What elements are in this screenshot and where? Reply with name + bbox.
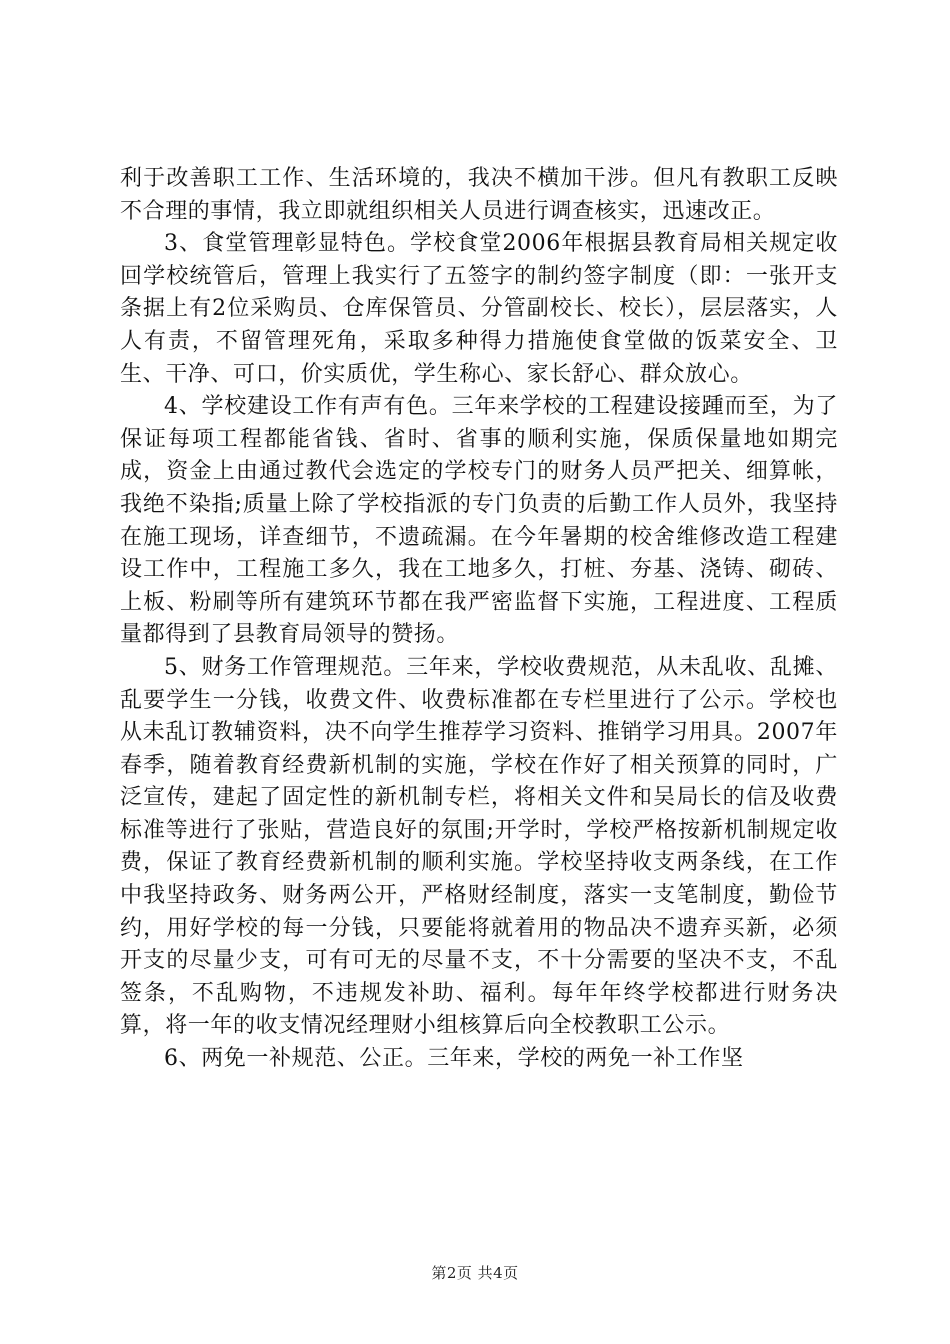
document-body	[120, 163, 838, 1076]
paragraph-canteen-management: 3、食堂管理彰显特色。学校食堂2006年根据县教育局相关规定收回学校统管后，管理上我实行了五签字的制约签字制度（即：一张开支条据上有2位采购员、仓库保管员、分管副校长、校长），层层落实，人人有责，不留管理死角，采取多种得力措施使食堂做的饭菜安全、卫生、干净、可口，价实质优，学生称心、家长舒心、群众放心。	[120, 231, 838, 387]
paragraph-finance-management: 5、财务工作管理规范。三年来，学校收费规范，从未乱收、乱摊、乱要学生一分钱，收费文件、收费标准都在专栏里进行了公示。学校也从未乱订教辅资料，决不向学生推荐学习资料、推销学习用具。2007年春季，随着教育经费新机制的实施，学校在作好了相关预算的同时，广泛宣传，建起了固定性的新机制专栏，将相关文件和吴局长的信及收费标准等进行了张贴，营造良好的氛围;开学时，学校严格按新机制规定收费，保证了教育经费新机制的顺利实施。学校坚持收支两条线，在工作中我坚持政务、财务两公开，严格财经制度，落实一支笔制度，勤俭节约，用好学校的每一分钱，只要能将就着用的物品决不遗弃买新，必须开支的尽量少支，可有可无的尽量不支，不十分需要的坚决不支，不乱签条，不乱购物，不违规发补助、福利。每年年终学校都进行财务决算，将一年的收支情况经理财小组核算后向全校教职工公示。	[120, 654, 838, 1039]
paragraph-continuation: 利于改善职工工作、生活环境的，我决不横加干涉。但凡有教职工反映不合理的事情，我立即就组织相关人员进行调查核实，迅速改正。	[120, 166, 838, 224]
paragraph-two-exemptions-one-subsidy: 6、两免一补规范、公正。三年来，学校的两免一补工作坚	[164, 1046, 744, 1072]
page-number-footer: 第2页 共4页	[431, 1264, 519, 1282]
paragraph-school-construction: 4、学校建设工作有声有色。三年来学校的工程建设接踵而至，为了保证每项工程都能省钱、省时、省事的顺利实施，保质保量地如期完成，资金上由通过教代会选定的学校专门的财务人员严把关、细算帐，我绝不染指;质量上除了学校指派的专门负责的后勤工作人员外，我坚持在施工现场，详查细节，不遗疏漏。在今年暑期的校舍维修改造工程建设工作中，工程施工多久，我在工地多久，打桩、夯基、浇铸、砌砖、上板、粉刷等所有建筑环节都在我严密监督下实施，工程进度、工程质量都得到了县教育局领导的赞扬。	[120, 394, 838, 648]
